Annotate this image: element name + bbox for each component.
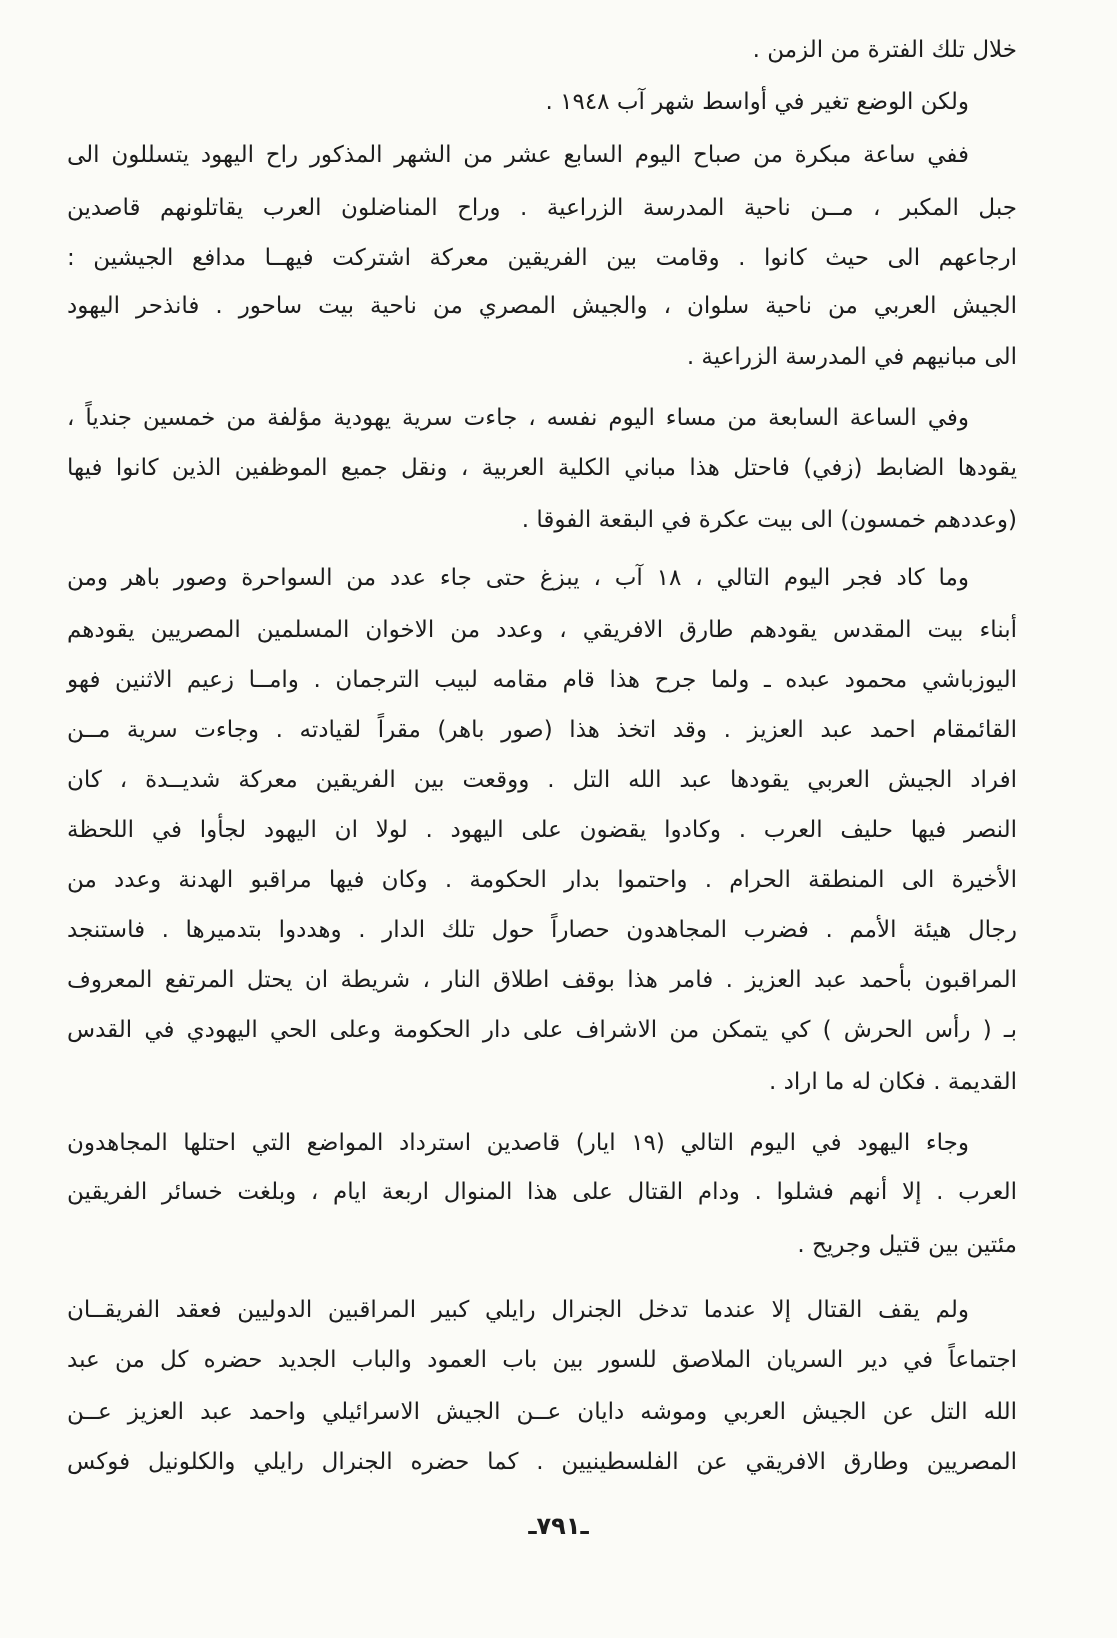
text-line: خلال تلك الفترة من الزمن . — [752, 37, 1017, 63]
text-line: وفي الساعة السابعة من مساء اليوم نفسه ، جاءت سرية يهودية مؤلفة من خمسين جندياً ، — [67, 405, 969, 431]
text-line: اجتماعاً في دير السريان الملاصق للسور بين باب العمود والباب الجديد حضره كل من عبد — [67, 1347, 1017, 1373]
text-line: الجيش العربي من ناحية سلوان ، والجيش المصري من ناحية بيت ساحور . فانذحر اليهود — [67, 293, 1017, 319]
text-line: الله التل عن الجيش العربي وموشه دايان عــن الجيش الاسرائيلي واحمد عبد العزيز عــن — [67, 1399, 1017, 1425]
text-line: ولم يقف القتال إلا عندما تدخل الجنرال رايلي كبير المراقبين الدوليين فعقد الفريقــان — [67, 1297, 969, 1323]
text-line: العرب . إلا أنهم فشلوا . ودام القتال على هذا المنوال اربعة ايام ، وبلغت خسائر الفريقين — [67, 1179, 1017, 1205]
text-line: يقودها الضابط (زفي) فاحتل هذا مباني الكلية العربية ، ونقل جميع الموظفين الذين كانوا فيها — [67, 455, 1017, 481]
text-line: النصر فيها حليف العرب . وكادوا يقضون على اليهود . لولا ان اليهود لجأوا في اللحظة — [67, 817, 1017, 843]
text-line: المراقبون بأحمد عبد العزيز . فامر هذا بوقف اطلاق النار ، شريطة ان يحتل المرتفع المعروف — [67, 967, 1017, 993]
text-line: جبل المكبر ، مــن ناحية المدرسة الزراعية . وراح المناضلون العرب يقاتلونهم قاصدين — [67, 195, 1017, 221]
text-line: رجال هيئة الأمم . فضرب المجاهدون حصاراً حول تلك الدار . وهددوا بتدميرها . فاستنجد — [67, 917, 1017, 943]
text-line: ارجاعهم الى حيث كانوا . وقامت بين الفريقين معركة اشتركت فيهــا مدافع الجيشين : — [67, 245, 1017, 271]
page-number: ـ٧٩١ـ — [528, 1512, 589, 1540]
text-line: ولكن الوضع تغير في أواسط شهر آب ١٩٤٨ . — [545, 89, 969, 115]
text-line: بـ ( رأس الحرش ) كي يتمكن من الاشراف على دار الحكومة وعلى الحي اليهودي في القدس — [67, 1017, 1017, 1043]
text-line: افراد الجيش العربي يقودها عبد الله التل . ووقعت بين الفريقين معركة شديــدة ، كان — [67, 767, 1017, 793]
text-line: الأخيرة الى المنطقة الحرام . واحتموا بدار الحكومة . وكان فيها مراقبو الهدنة وعدد من — [67, 867, 1017, 893]
text-line: وما كاد فجر اليوم التالي ، ١٨ آب ، يبزغ حتى جاء عدد من السواحرة وصور باهر ومن — [67, 565, 969, 591]
text-line: مئتين بين قتيل وجريح . — [797, 1232, 1017, 1258]
text-line: (وعددهم خمسون) الى بيت عكرة في البقعة الفوقا . — [521, 507, 1017, 533]
text-line: أبناء بيت المقدس يقودهم طارق الافريقي ، وعدد من الاخوان المسلمين المصريين يقودهم — [67, 617, 1017, 643]
text-line: ففي ساعة مبكرة من صباح اليوم السابع عشر من الشهر المذكور راح اليهود يتسللون الى — [67, 142, 969, 168]
text-line: القديمة . فكان له ما اراد . — [768, 1069, 1017, 1095]
text-line: اليوزباشي محمود عبده ـ ولما جرح هذا قام مقامه لبيب الترجمان . وامــا زعيم الاثنين فهو — [67, 667, 1017, 693]
text-line: الى مبانيهم في المدرسة الزراعية . — [686, 344, 1017, 370]
text-line: المصريين وطارق الافريقي عن الفلسطينيين . كما حضره الجنرال رايلي والكلونيل فوكس — [67, 1449, 1017, 1475]
text-line: وجاء اليهود في اليوم التالي (١٩ ايار) قاصدين استرداد المواضع التي احتلها المجاهدون — [67, 1130, 969, 1156]
text-line: القائمقام احمد عبد العزيز . وقد اتخذ هذا (صور باهر) مقراً لقيادته . وجاءت سرية مــن — [67, 717, 1017, 743]
